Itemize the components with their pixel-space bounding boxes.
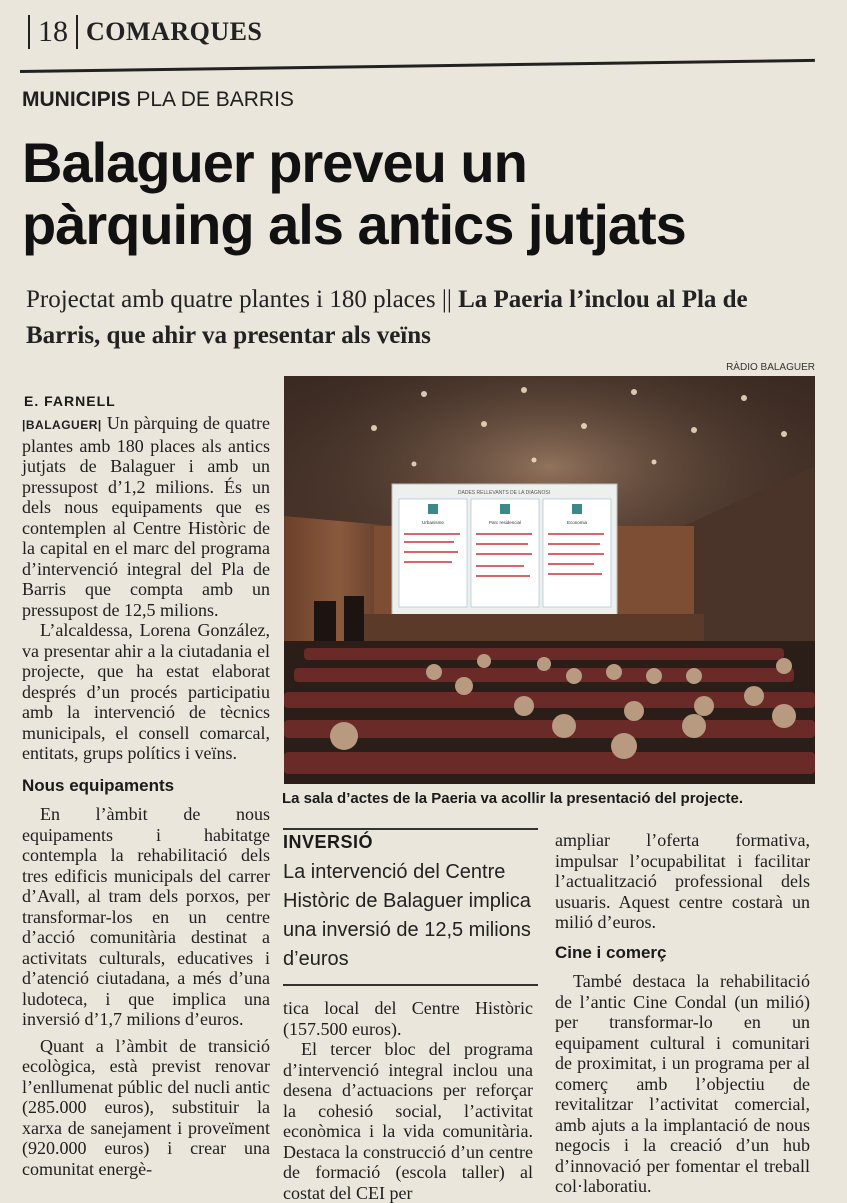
slide-col-1: Urbanisme — [422, 520, 444, 525]
byline: E. FARNELL — [24, 393, 116, 409]
deck-part-1: Projectat amb quatre plantes i 180 places || — [26, 286, 452, 313]
article-column-1 — [22, 413, 270, 1179]
section-name: COMARQUES — [86, 17, 263, 46]
paragraph-4: Quant a l’àmbit de transició ecològica, està previst renovar l’enllumenat públic del nucli antic (285.000 euros), substituir la xarxa de sanejament i proveïment (920.000 euros) i crear una comunitat energè- — [22, 1035, 270, 1179]
deck — [26, 282, 826, 354]
slide-title: DADES RELLEVANTS DE LA DIAGNOSI — [457, 490, 551, 496]
photo-credit: RÀDIO BALAGUER — [726, 362, 815, 373]
dateline: |BALAGUER| — [22, 418, 102, 432]
inversio-top-rule — [283, 828, 538, 830]
paragraph-5: tica local del Centre Històric (157.500 euros). — [283, 998, 533, 1039]
deck-part-2: La Paeria l’inclou al Pla de Barris, que ahir va presentar als veïns — [26, 286, 748, 349]
inversio-text: La intervenció del Centre Històric de Balaguer implica una inversió de 12,5 milions d’euros — [283, 861, 531, 970]
page-number: 18 — [38, 15, 68, 48]
header-divider — [28, 15, 30, 49]
headline-line-2: pàrquing als antics jutjats — [22, 193, 686, 256]
subhead-cine-comerc: Cine i comerç — [555, 942, 667, 962]
header-divider — [76, 15, 78, 49]
kicker — [22, 88, 294, 112]
paragraph-6: El tercer bloc del programa d’intervenció integral inclou una desena d’actuacions per reforçar la cohesió social, l’activitat econòmica i la vida comunitària. Destaca la construcció d’un centre de formació (escola taller) al costat del CEI per — [283, 1039, 533, 1203]
kicker-topic: PLA DE BARRIS — [136, 88, 294, 111]
paragraph-1: Un pàrquing de quatre plantes amb 180 places als antics jutjats de Balaguer i amb un pressupost d’1,2 milions. És un dels nous equipaments que es contemplen al Centre Històric de la capital en el marc del programa d’intervenció integral del Pla de Barris que compta amb un pressupost de 12,5 milions. — [22, 413, 271, 620]
slide-col-3: Economia — [566, 520, 588, 525]
header-rule — [20, 59, 815, 73]
article-column-2 — [283, 998, 533, 1203]
page-header — [20, 8, 262, 56]
kicker-lead: MUNICIPIS — [22, 88, 131, 111]
paragraph-8: També destaca la rehabilitació de l’antic Cine Condal (un milió) per transformar-lo en un equipament cultural i comunitari de proximitat, i un programa per al comerç amb l’objectiu de revitalitzar l’activitat comercial, amb ajuts a la implantació de nous negocis i la creació d’un hub d’innovació per fomentar el treball col·laboratiu. — [555, 971, 810, 1196]
paragraph-2: L’alcaldessa, Lorena González, va presentar ahir a la ciutadania el projecte, que ha estat elaborat després d’un procés participatiu amb la intervenció de tècnics municipals, el consell comarcal, entitats, grups polítics i veïns. — [22, 620, 270, 763]
paragraph-7: ampliar l’oferta formativa, impulsar l’ocupabilitat i facilitar l’actualització professional dels usuaris. Aquest centre costarà un milió d’euros. — [555, 830, 810, 932]
headline — [22, 132, 822, 256]
photo-caption: La sala d’actes de la Paeria va acollir la presentació del projecte. — [282, 790, 744, 807]
subhead-nous-equipaments: Nous equipaments — [22, 775, 175, 795]
inversio-bottom-rule — [283, 984, 538, 986]
article-column-3 — [555, 830, 810, 1197]
dateline-place: BALAGUER — [25, 418, 98, 432]
inversio-label: INVERSIÓ — [283, 832, 374, 852]
slide-col-2: Parc residencial — [488, 520, 522, 525]
paragraph-3: En l’àmbit de nous equipaments i habitatge contempla la rehabilitació dels tres edificis municipals del carrer d’Avall, al tram dels porxos, per transformar-los en un centre d’acció comunitària destinat a activitats culturals, educatives i d’atenció ciutadana, a més d’una ludoteca, i que implica una inversió d’1,7 milions d’euros. — [22, 804, 270, 1029]
photo — [284, 376, 815, 784]
headline-line-1: Balaguer preveu un — [22, 131, 527, 194]
photo-illustration — [284, 376, 815, 784]
